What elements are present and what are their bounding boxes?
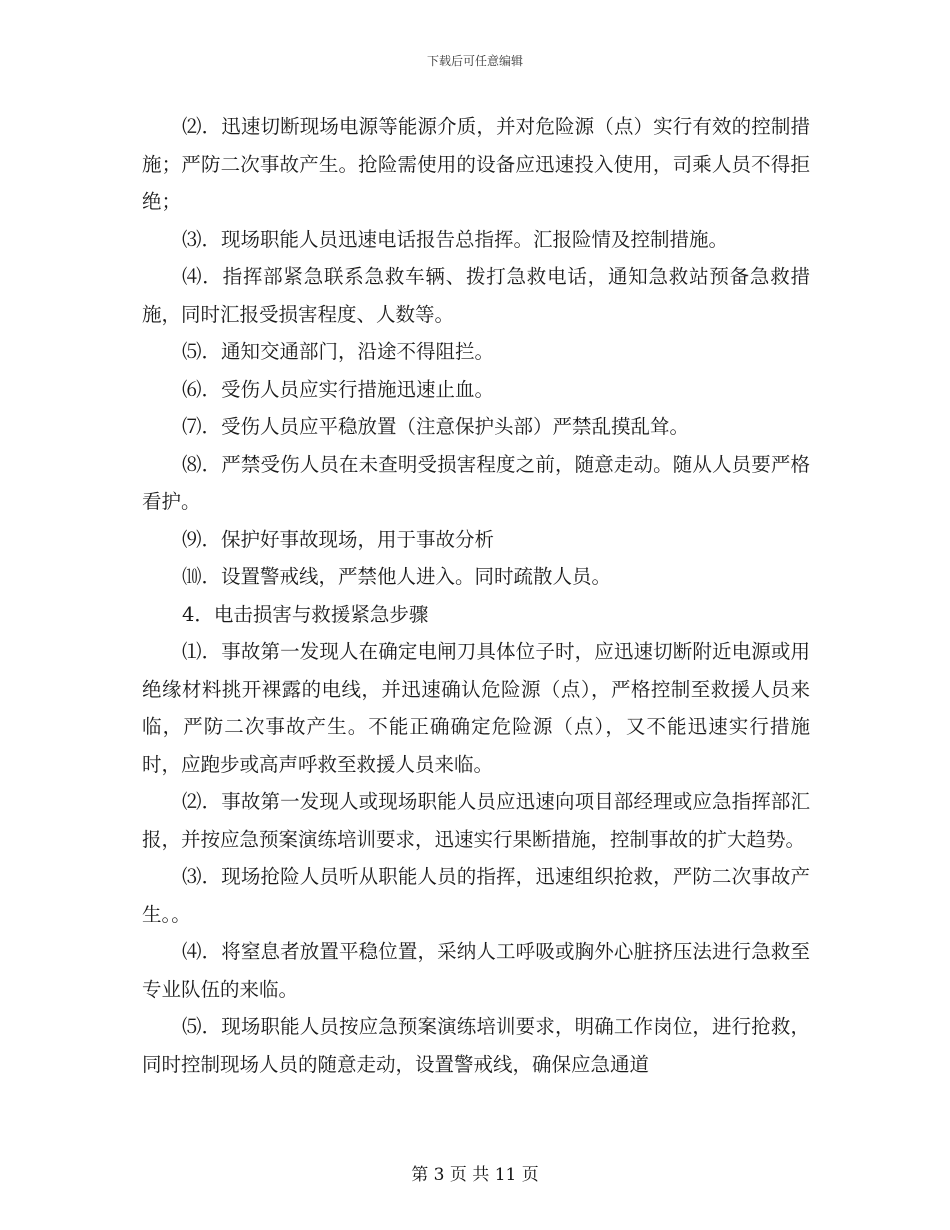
paragraph: ⑷．指挥部紧急联系急救车辆、拨打急救电话，通知急救站预备急救措施，同时汇报受损害程度、人数等。 <box>142 265 810 326</box>
paragraph: ⑸．通知交通部门，沿途不得阻拦。 <box>182 340 495 363</box>
paragraph: ⑶．现场职能人员迅速电话报告总指挥。汇报险情及控制措施。 <box>182 227 729 251</box>
paragraph: ⑷．将窒息者放置平稳位置，采纳人工呼吸或胸外心脏挤压法进行急救至专业队伍的来临。 <box>142 940 810 1001</box>
paragraph: ⑺．受伤人员应平稳放置（注意保护头部）严禁乱摸乱耸。 <box>182 415 690 438</box>
page-footer: 第 3 页 共 11 页 <box>411 1165 539 1185</box>
paragraph: ⑻．严禁受伤人员在未查明受损害程度之前，随意走动。随从人员要严格看护。 <box>142 452 810 513</box>
paragraph: ⑽．设置警戒线，严禁他人进入。同时疏散人员。 <box>182 565 612 588</box>
paragraph: ⑸．现场职能人员按应急预案演练培训要求，明确工作岗位，进行抢救，同时控制现场人员的随意走动，设置警戒线，确保应急通道 <box>142 1015 810 1076</box>
section-heading: 4．电击损害与救援紧急步骤 <box>182 602 429 626</box>
paragraph: ⑶．现场抢险人员听从职能人员的指挥，迅速组织抢救，严防二次事故产生。。 <box>142 865 810 926</box>
page-header: 下载后可任意编辑 <box>426 54 523 68</box>
paragraph: ⑴．事故第一发现人在确定电闸刀具体位子时，应迅速切断附近电源或用绝缘材料挑开裸露的电线，并迅速确认危险源（点），严格控制至救援人员来临，严防二次事故产生。不能正确确定危险源（点），又不能迅速实行措施时，应跑步或高声呼救至救援人员来临。 <box>142 640 810 776</box>
paragraph: ⑵．迅速切断现场电源等能源介质，并对危险源（点）实行有效的控制措施；严防二次事故产生。抢险需使用的设备应迅速投入使用，司乘人员不得拒绝； <box>142 115 810 213</box>
paragraph: ⑵．事故第一发现人或现场职能人员应迅速向项目部经理或应急指挥部汇报，并按应急预案演练培训要求，迅速实行果断措施，控制事故的扩大趋势。 <box>142 790 810 851</box>
paragraph: ⑼．保护好事故现场，用于事故分析 <box>182 527 495 551</box>
paragraph: ⑹．受伤人员应实行措施迅速止血。 <box>182 377 495 401</box>
document-body <box>142 108 810 1083</box>
